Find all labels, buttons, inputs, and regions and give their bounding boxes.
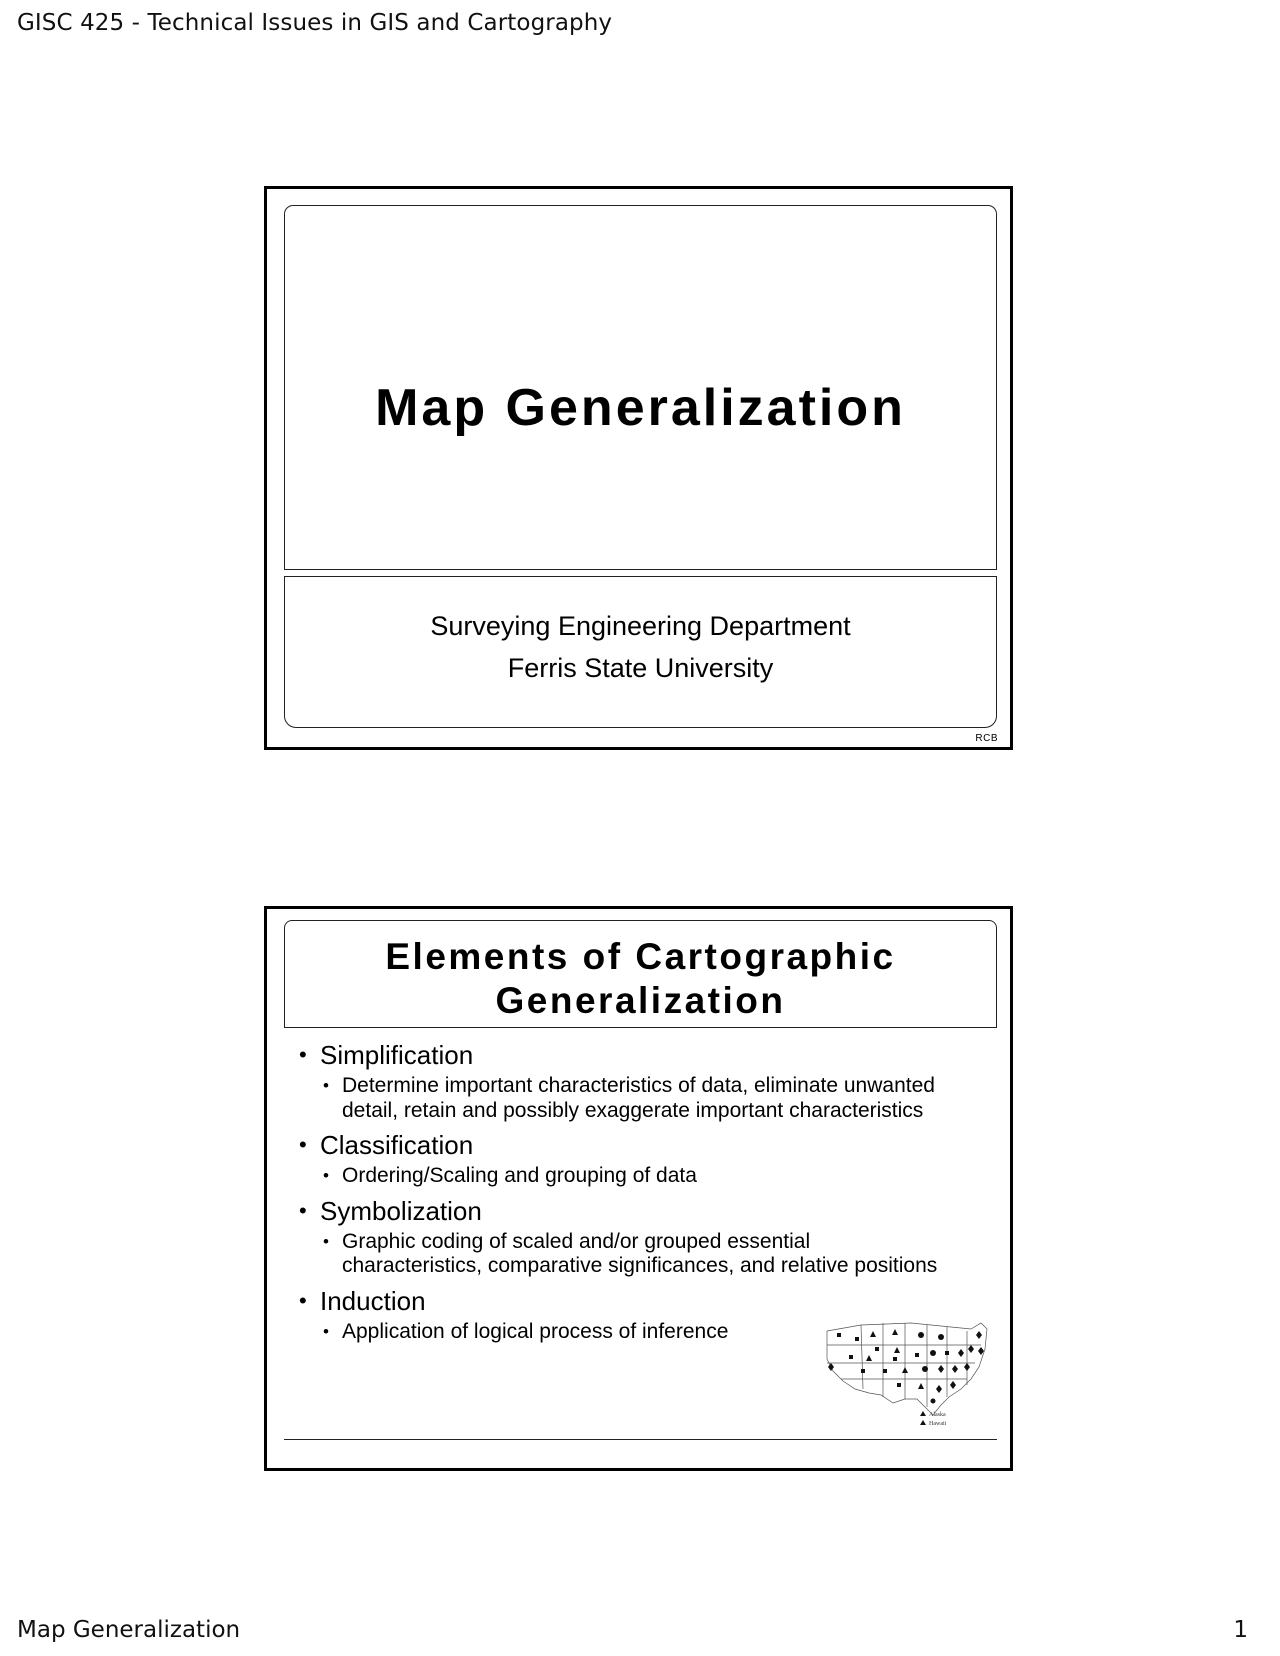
university-name: Ferris State University xyxy=(507,653,774,683)
bullet-heading: • Induction xyxy=(299,1285,969,1317)
map-legend-alaska: Alaska xyxy=(929,1412,946,1418)
slide-elements xyxy=(264,906,1013,1471)
department-name: Surveying Engineering Department xyxy=(430,611,851,641)
slide-title xyxy=(264,186,1013,750)
slide-elements-title-line2: Generalization xyxy=(495,980,786,1021)
slide-divider xyxy=(284,1439,997,1440)
slide-elements-title-box xyxy=(284,920,997,1028)
footer-document-title: Map Generalization xyxy=(17,1617,241,1643)
page-header-title: GISC 425 - Technical Issues in GIS and Cartography xyxy=(17,10,613,36)
bullet-detail: • Ordering/Scaling and grouping of data xyxy=(299,1164,942,1189)
slide-title-heading: Map Generalization xyxy=(375,379,906,437)
bullet-list xyxy=(299,1039,969,1350)
map-legend-hawaii: Hawaii xyxy=(929,1421,947,1427)
us-states-symbol-map xyxy=(821,1319,991,1429)
slide-title-box xyxy=(284,205,997,570)
bullet-heading: • Simplification xyxy=(299,1039,969,1071)
bullet-heading: • Symbolization xyxy=(299,1195,969,1227)
slide-elements-title-line1: Elements of Cartographic xyxy=(385,936,896,977)
bullet-detail: • Graphic coding of scaled and/or grouped essential characteristics, comparative significances, and relative positions xyxy=(299,1230,942,1279)
bullet-detail: • Determine important characteristics of data, eliminate unwanted detail, retain and possibly exaggerate important characteristics xyxy=(299,1074,942,1123)
bullet-detail: • Application of logical process of inference xyxy=(299,1320,942,1345)
slide-subtitle-box xyxy=(284,576,997,728)
bullet-heading: • Classification xyxy=(299,1129,969,1161)
author-credit: RCB xyxy=(975,733,998,744)
footer-page-number: 1 xyxy=(1233,1617,1248,1643)
